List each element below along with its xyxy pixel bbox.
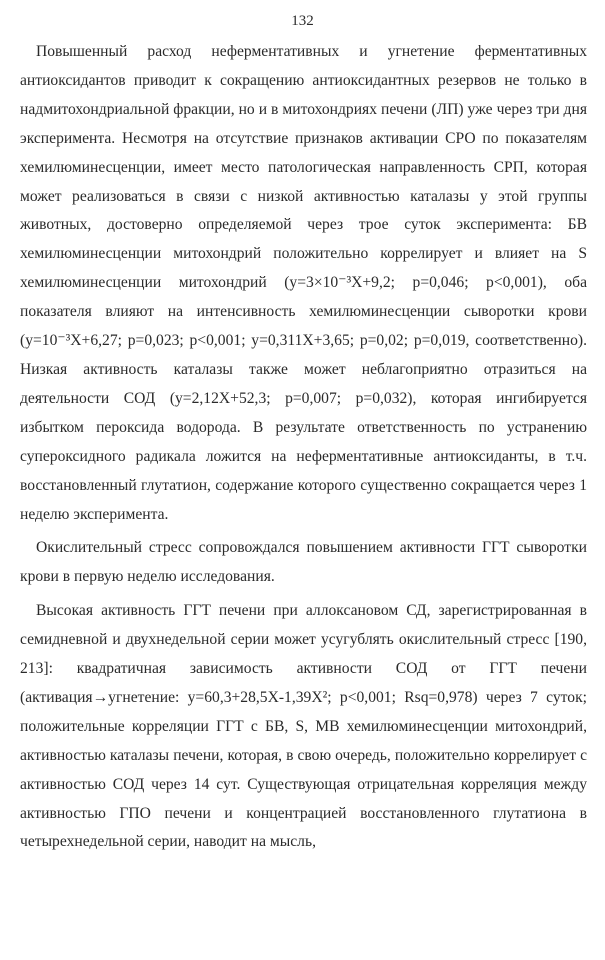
- paragraph-oxidative-stress: Окислительный стресс сопровождался повышением активности ГГТ сыворотки крови в первую неделю исследования.: [20, 539, 587, 586]
- paragraph-ggt-activity: Высокая активность ГГТ печени при аллоксановом СД, зарегистрированная в семидневной и двухнедельной серии может усугублять окислительный стресс [190, 213]: квадратичная зависимость активности СОД от ГГТ печени (активация→угнетение: y=60,3+28,5X-1,39X²; p<0,001; Rsq=0,978) через 7 суток; положительные корреляции ГГТ с БВ, S, МВ хемилюминесценции митохондрий, активностью каталазы печени, которая, в свою очередь, положительно коррелирует с активностью СОД через 14 сут. Существующая отрицательная корреляция между активностью ГПО печени и концентрацией восстановленного глутатиона в четырехнедельной серии, наводит на мысль,: [20, 602, 587, 851]
- paragraph-antioxidant-reserves: Повышенный расход неферментативных и угнетение ферментативных антиоксидантов приводит к сокращению антиоксидантных резервов не только в надмитохондриальной фракции, но и в митохондриях печени (ЛП) уже через три дня эксперимента. Несмотря на отсутствие признаков активации СРО по показателям хемилюминесценции, имеет место патологическая направленность СРП, которая может реализоваться в связи с низкой активностью каталазы у этой группы животных, достоверно определяемой через трое суток эксперимента: БВ хемилюминесценции митохондрий положительно коррелирует и влияет на S хемилюминесценции митохондрий (y=3×10⁻³X+9,2; p=0,046; p<0,001), оба показателя влияют на интенсивность хемилюминесценции сыворотки крови (y=10⁻³X+6,27; p=0,023; p<0,001; y=0,311X+3,65; p=0,02; p=0,019, соответственно). Низкая активность каталазы также может неблагоприятно отразиться на деятельности СОД (y=2,12X+52,3; p=0,007; p=0,032), которая ингибируется избытком пероксида водорода. В результате ответственность по устранению супероксидного радикала ложится на неферментативные антиоксиданты, в т.ч. восстановленный глутатион, содержание которого существенно сокращается через 1 неделю эксперимента.: [20, 43, 587, 523]
- body-text: [20, 38, 587, 857]
- page-number: 132: [291, 13, 314, 29]
